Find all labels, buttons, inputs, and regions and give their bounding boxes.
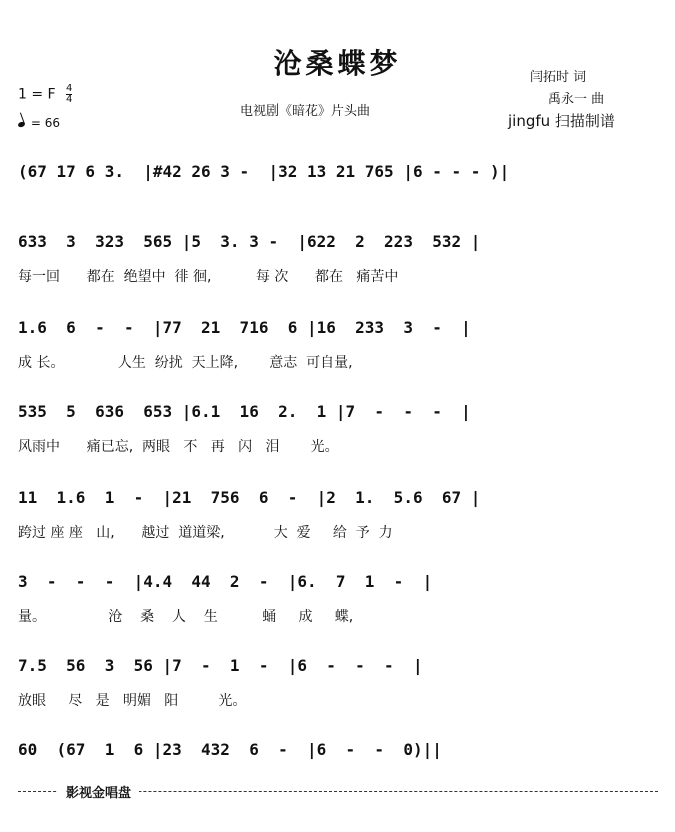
lyric-line-3: 成 长。 人生 纷扰 天上降, 意志 可自量, [18, 355, 353, 371]
scanner-credit: jingfu 扫描制谱 [508, 112, 615, 130]
lyricist-credit: 闫拓时 词 [530, 70, 587, 85]
staff-line-4: 535 5 636 653 |6.1 16 2. 1 |7 - - - | [18, 402, 471, 421]
time-signature-bottom: 4 [66, 94, 73, 105]
song-subtitle: 电视剧《暗花》片头曲 [240, 104, 371, 119]
staff-line-1: (67 17 6 3. |#42 26 3 - |32 13 21 765 |6 - - - )| [18, 162, 510, 181]
song-title: 沧桑蝶梦 [273, 47, 402, 80]
lyric-line-4: 风雨中 痛已忘, 两眼 不 再 闪 泪 光。 [18, 439, 339, 455]
staff-line-6: 3 - - - |4.4 44 2 - |6. 7 1 - | [18, 572, 433, 591]
quarter-note-icon [17, 121, 25, 128]
staff-line-8: 60 (67 1 6 |23 432 6 - |6 - - 0)|| [18, 740, 442, 759]
time-signature [66, 84, 72, 105]
lyric-line-6: 量。 沧 桑 人 生 蛹 成 蝶, [18, 609, 354, 625]
key-signature [18, 84, 72, 105]
staff-line-3: 1.6 6 - - |77 21 716 6 |16 233 3 - | [18, 318, 471, 337]
time-signature-top: 4 [66, 83, 73, 94]
tempo-marking [18, 116, 60, 130]
staff-line-5: 11 1.6 1 - |21 756 6 - |2 1. 5.6 67 | [18, 488, 481, 507]
staff-line-2: 633 3 323 565 |5 3. 3 - |622 2 223 532 | [18, 232, 481, 251]
lyric-line-2: 每一回 都在 绝望中 徘 徊, 每 次 都在 痛苦中 [18, 269, 399, 285]
staff-line-7: 7.5 56 3 56 |7 - 1 - |6 - - - | [18, 656, 423, 675]
key-label: 1 = F [18, 86, 56, 103]
lyric-line-7: 放眼 尽 是 明媚 阳 光。 [18, 693, 247, 709]
footer-label: 影视金唱盘 [58, 782, 139, 801]
lyric-line-5: 跨过 座 座 山, 越过 道道梁, 大 爱 给 予 力 [18, 525, 393, 541]
tempo-value: = 66 [30, 116, 60, 130]
composer-credit: 禹永一 曲 [548, 92, 605, 107]
